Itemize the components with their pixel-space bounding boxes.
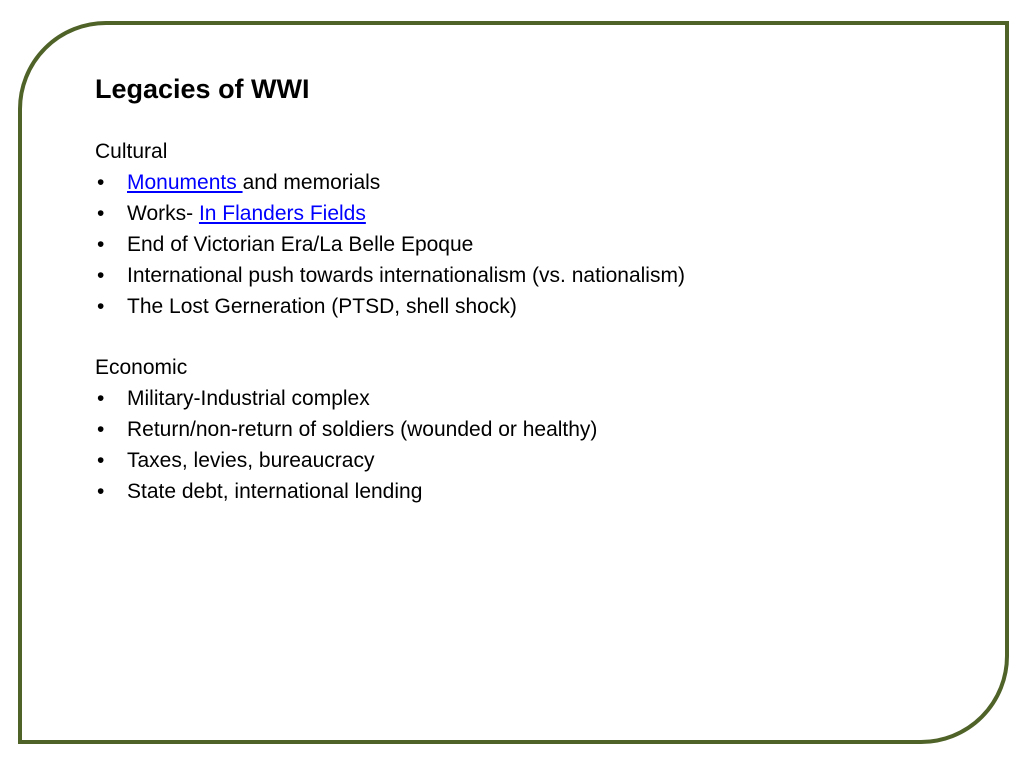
- bullet-icon: •: [97, 202, 105, 225]
- list-item-text: Military-Industrial complex: [127, 387, 370, 410]
- list-item: [95, 260, 975, 291]
- bullet-icon: •: [97, 418, 105, 441]
- slide-content: [95, 72, 975, 507]
- list-item: [95, 229, 975, 260]
- bullet-icon: •: [97, 264, 105, 287]
- list-item-text: The Lost Gerneration (PTSD, shell shock): [127, 295, 517, 318]
- list-item-text: End of Victorian Era/La Belle Epoque: [127, 233, 474, 256]
- bullet-icon: •: [97, 449, 105, 472]
- list-item-text: State debt, international lending: [127, 480, 423, 503]
- section-heading-cultural: Cultural: [95, 140, 168, 163]
- list-item-text: Works-: [127, 202, 199, 225]
- slide-title: Legacies of WWI: [95, 74, 310, 104]
- list-item: [95, 476, 975, 507]
- bullet-icon: •: [97, 233, 105, 256]
- list-item-text: International push towards internationalism (vs. nationalism): [127, 264, 685, 287]
- in-flanders-fields-link[interactable]: In Flanders Fields: [198, 202, 366, 225]
- section-heading-economic: Economic: [95, 356, 188, 379]
- list-item: [95, 445, 975, 476]
- list-item: [95, 198, 975, 229]
- list-item: [95, 383, 975, 414]
- list-item-text: and memorials: [242, 171, 381, 194]
- list-item: [95, 414, 975, 445]
- bullet-icon: •: [97, 295, 105, 318]
- list-item-text: Return/non-return of soldiers (wounded or healthy): [127, 418, 598, 441]
- bullet-icon: •: [97, 480, 105, 503]
- list-item-text: Taxes, levies, bureaucracy: [127, 449, 375, 472]
- bullet-icon: •: [97, 171, 105, 194]
- list-item: [95, 167, 975, 198]
- cultural-list: [95, 167, 975, 322]
- bullet-icon: •: [97, 387, 105, 410]
- economic-list: [95, 383, 975, 507]
- monuments-link[interactable]: Monuments: [127, 171, 243, 194]
- list-item: [95, 291, 975, 322]
